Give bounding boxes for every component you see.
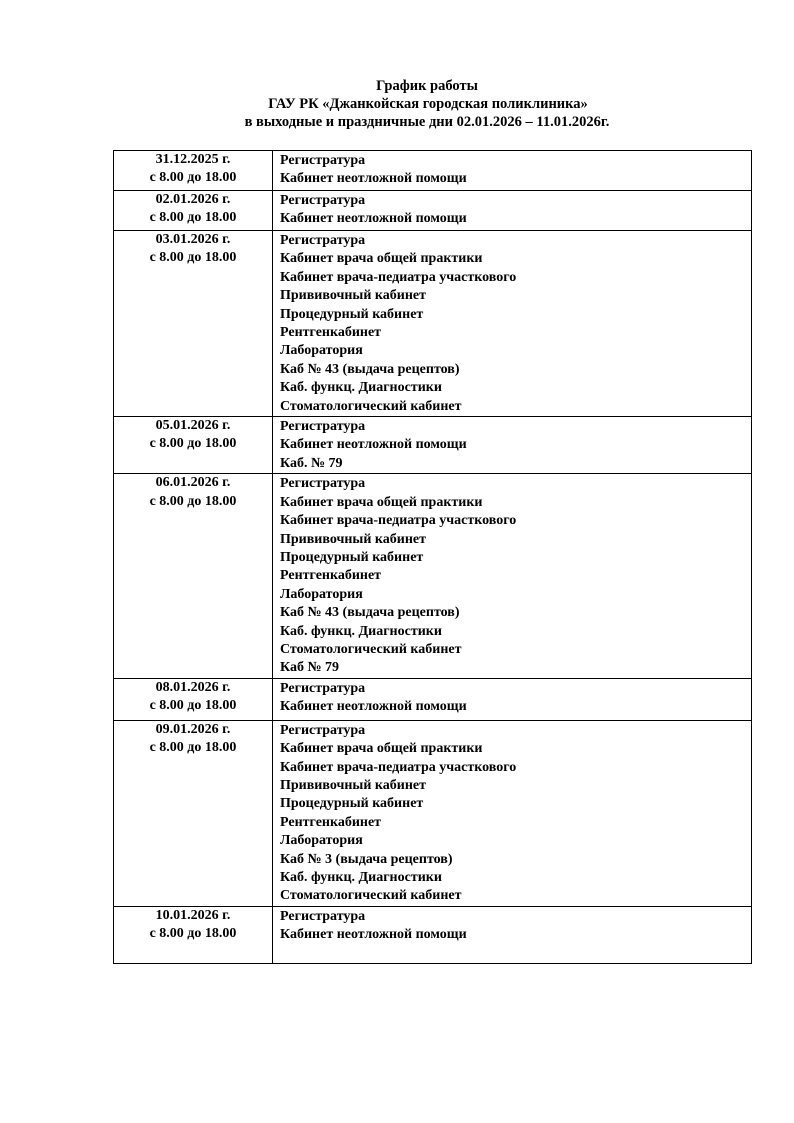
schedule-table-body — [114, 151, 752, 964]
room-item: Регистратура — [280, 908, 366, 924]
room-item: Кабинет врача-педиатра участкового — [280, 513, 517, 529]
room-item: Регистратура — [280, 680, 366, 696]
room-item: Регистратура — [280, 419, 366, 435]
room-item: Кабинет врача-педиатра участкового — [280, 759, 517, 775]
room-item: Кабинет врача-педиатра участкового — [280, 269, 517, 285]
schedule-date: 06.01.2026 г. — [155, 475, 231, 491]
room-item: Регистратура — [280, 722, 366, 738]
organization-name: ГАУ РК «Джанкойская городская поликлиника» — [268, 96, 588, 112]
rooms-cell — [273, 906, 752, 963]
room-item: Кабинет неотложной помощи — [280, 211, 467, 227]
schedule-hours: с 8.00 до 18.00 — [149, 436, 237, 452]
room-item: Лаборатория — [280, 343, 363, 359]
room-item: Каб № 79 — [280, 660, 340, 676]
rooms-cell — [273, 191, 752, 231]
schedule-row — [114, 417, 752, 474]
room-item: Каб № 43 (выдача рецептов) — [280, 605, 460, 621]
room-item: Регистратура — [280, 476, 366, 492]
room-item: Процедурный кабинет — [280, 306, 424, 322]
room-item: Кабинет неотложной помощи — [280, 171, 467, 187]
schedule-hours: с 8.00 до 18.00 — [149, 250, 237, 266]
room-item: Кабинет неотложной помощи — [280, 437, 467, 453]
room-item: Кабинет неотложной помощи — [280, 699, 467, 715]
schedule-date: 09.01.2026 г. — [155, 721, 231, 737]
schedule-date: 03.01.2026 г. — [155, 232, 231, 247]
schedule-row — [114, 231, 752, 417]
schedule-row — [114, 906, 752, 963]
schedule-date: 08.01.2026 г. — [155, 679, 231, 695]
date-cell — [114, 191, 273, 231]
schedule-date: 10.01.2026 г. — [155, 907, 231, 923]
room-item: Регистратура — [280, 193, 366, 208]
room-item: Каб. функц. Диагностики — [280, 623, 442, 639]
date-cell — [114, 151, 273, 191]
room-item: Регистратура — [280, 233, 366, 248]
room-item: Кабинет врача общей практики — [280, 741, 483, 757]
date-cell — [114, 231, 273, 417]
rooms-cell — [273, 474, 752, 678]
schedule-row — [114, 678, 752, 720]
room-item: Кабинет неотложной помощи — [280, 927, 467, 943]
schedule-hours: с 8.00 до 18.00 — [149, 698, 237, 714]
room-item: Прививочный кабинет — [280, 777, 427, 793]
room-item: Прививочный кабинет — [280, 531, 427, 547]
room-item: Регистратура — [280, 153, 366, 168]
room-item: Рентгенкабинет — [280, 814, 382, 830]
room-item: Стоматологический кабинет — [280, 641, 462, 657]
room-item: Рентгенкабинет — [280, 325, 382, 341]
room-item: Каб. функц. Диагностики — [280, 380, 442, 396]
rooms-cell — [273, 720, 752, 906]
schedule-date: 31.12.2025 г. — [155, 152, 231, 167]
rooms-cell — [273, 231, 752, 417]
schedule-table — [113, 150, 752, 964]
document-title: График работы — [376, 78, 478, 94]
schedule-row — [114, 474, 752, 678]
schedule-hours: с 8.00 до 18.00 — [149, 740, 237, 756]
schedule-date: 02.01.2026 г. — [155, 192, 231, 207]
date-cell — [114, 474, 273, 678]
date-cell — [114, 417, 273, 474]
rooms-cell — [273, 678, 752, 720]
schedule-hours: с 8.00 до 18.00 — [149, 926, 237, 942]
room-item: Кабинет врача общей практики — [280, 251, 483, 267]
room-item: Процедурный кабинет — [280, 796, 424, 812]
document-header — [0, 77, 794, 131]
schedule-hours: с 8.00 до 18.00 — [149, 170, 237, 186]
room-item: Каб. № 79 — [280, 455, 343, 471]
room-item: Процедурный кабинет — [280, 549, 424, 565]
room-item: Каб. функц. Диагностики — [280, 870, 442, 885]
date-cell — [114, 720, 273, 906]
schedule-hours: с 8.00 до 18.00 — [149, 493, 237, 509]
date-cell — [114, 906, 273, 963]
room-item: Каб № 3 (выдача рецептов) — [280, 851, 453, 867]
room-item: Лаборатория — [280, 586, 363, 602]
room-item: Рентгенкабинет — [280, 568, 382, 584]
room-item: Кабинет врача общей практики — [280, 494, 483, 510]
room-item: Лаборатория — [280, 833, 363, 849]
room-item: Стоматологический кабинет — [280, 398, 462, 414]
room-item: Стоматологический кабинет — [280, 888, 462, 904]
date-cell — [114, 678, 273, 720]
schedule-date: 05.01.2026 г. — [155, 418, 231, 434]
schedule-row — [114, 191, 752, 231]
schedule-hours: с 8.00 до 18.00 — [149, 210, 237, 226]
rooms-cell — [273, 151, 752, 191]
schedule-row — [114, 151, 752, 191]
room-item: Каб № 43 (выдача рецептов) — [280, 361, 460, 377]
room-item: Прививочный кабинет — [280, 288, 427, 304]
rooms-cell — [273, 417, 752, 474]
schedule-period: в выходные и праздничные дни 02.01.2026 – 11.01.2026г. — [244, 114, 610, 130]
schedule-row — [114, 720, 752, 906]
